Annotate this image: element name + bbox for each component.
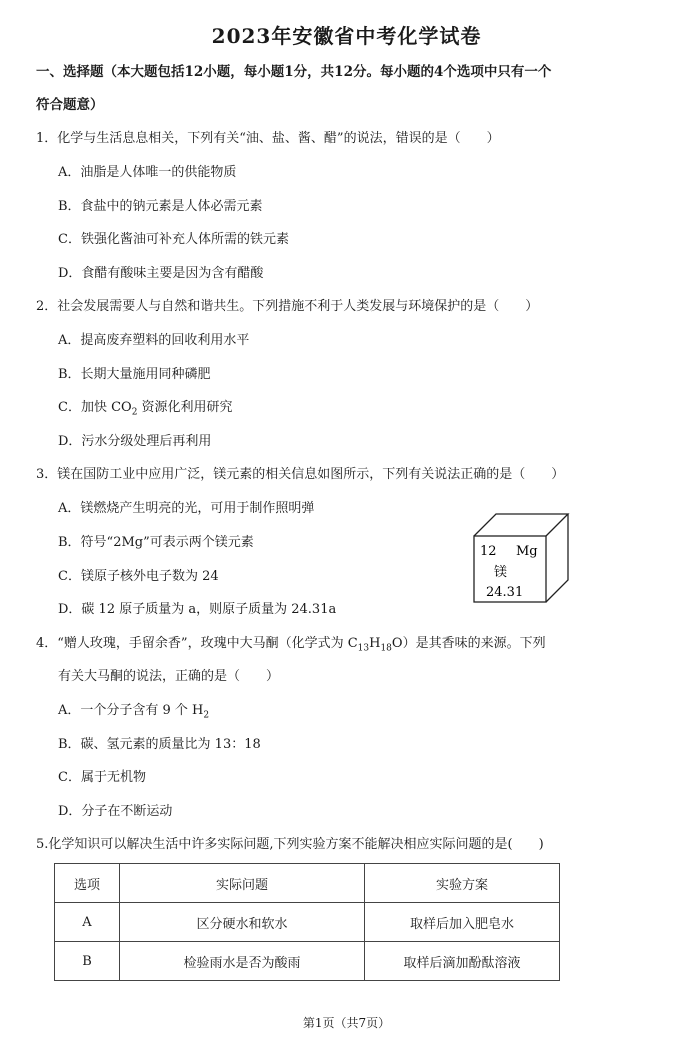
question-1-option-d: D．食醋有酸味主要是因为含有醋酸: [58, 266, 264, 281]
subscript: 13: [357, 643, 370, 654]
question-2-option-c-text: C．加快 CO: [58, 400, 132, 415]
table-cell: 检验雨水是否为酸雨: [120, 942, 365, 981]
table-header-row: [55, 864, 560, 903]
question-2-option-a: A．提高废弃塑料的回收利用水平: [58, 333, 250, 348]
card-top-face: [474, 514, 568, 536]
magnesium-element-card: [472, 512, 572, 604]
table-cell: B: [55, 942, 120, 981]
q4-stem-text: 4．“赠人玫瑰，手留余香”，玫瑰中大马酮（化学式为 C: [36, 636, 358, 651]
question-4-stem-line1: [36, 634, 656, 659]
question-4-option-a-text: A．一个分子含有 9 个 H: [58, 703, 204, 718]
table-header-cell: 实验方案: [365, 864, 560, 903]
question-4-option-d: D．分子在不断运动: [58, 804, 173, 819]
section-heading-line2: 符合题意）: [36, 97, 104, 113]
table-header-cell: 实际问题: [120, 864, 365, 903]
question-3-option-d: D．碳 12 原子质量为 a，则原子质量为 24.31a: [58, 602, 337, 617]
question-4-option-c: C．属于无机物: [58, 770, 146, 785]
question-2-option-c: [58, 398, 618, 423]
question-3-option-a: A．镁燃烧产生明亮的光，可用于制作照明弹: [58, 501, 315, 516]
question-3-option-c: C．镁原子核外电子数为 24: [58, 569, 219, 584]
subscript: 2: [203, 710, 210, 721]
table-cell: 取样后加入肥皂水: [365, 903, 560, 942]
question-2-option-d: D．污水分级处理后再利用: [58, 434, 212, 449]
table-cell: A: [55, 903, 120, 942]
atomic-number: 12: [480, 544, 497, 559]
question-4-stem-line2: 有关大马酮的说法，正确的是（ ）: [58, 669, 280, 684]
section-heading-line1: 一、选择题（本大题包括12小题，每小题1分，共12分。每小题的4个选项中只有一个: [36, 64, 552, 80]
table-header-cell: 选项: [55, 864, 120, 903]
question-2-option-c-text-end: 资源化利用研究: [137, 400, 233, 415]
element-symbol: Mg: [516, 544, 538, 559]
table-row: [55, 903, 560, 942]
element-name: 镁: [494, 565, 508, 580]
question-5-table: [54, 863, 560, 981]
page-title: 2023年安徽省中考化学试卷: [211, 24, 482, 48]
subscript: 2: [131, 407, 138, 418]
question-1-option-b: B．食盐中的钠元素是人体必需元素: [58, 199, 263, 214]
card-side-face: [546, 514, 568, 602]
question-3-stem: 3．镁在国防工业中应用广泛，镁元素的相关信息如图所示，下列有关说法正确的是（ ）: [36, 467, 565, 482]
atomic-mass: 24.31: [486, 585, 524, 600]
question-3-option-b: B．符号“2Mg”可表示两个镁元素: [58, 535, 254, 550]
q4-stem-text-end: O）是其香味的来源。下列: [391, 636, 546, 651]
question-2-option-b: B．长期大量施用同种磷肥: [58, 367, 211, 382]
question-4-option-b: B．碳、氢元素的质量比为 13：18: [58, 737, 261, 752]
table-cell: 区分硬水和软水: [120, 903, 365, 942]
question-5-stem: 5.化学知识可以解决生活中许多实际问题,下列实验方案不能解决相应实际问题的是( ): [36, 837, 544, 852]
table-cell: 取样后滴加酚酞溶液: [365, 942, 560, 981]
question-1-stem: 1．化学与生活息息相关，下列有关“油、盐、酱、醋”的说法，错误的是（ ）: [36, 131, 500, 146]
subscript: 18: [380, 643, 392, 654]
question-1-option-c: C．铁强化酱油可补充人体所需的铁元素: [58, 232, 289, 247]
table-row: [55, 942, 560, 981]
question-1-option-a: A．油脂是人体唯一的供能物质: [58, 165, 237, 180]
question-2-stem: 2．社会发展需要人与自然和谐共生。下列措施不利于人类发展与环境保护的是（ ）: [36, 299, 539, 314]
page-footer: 第1页（共7页）: [302, 1016, 391, 1030]
question-4-option-a: [58, 701, 618, 726]
q4-stem-text-h: H: [369, 636, 381, 651]
